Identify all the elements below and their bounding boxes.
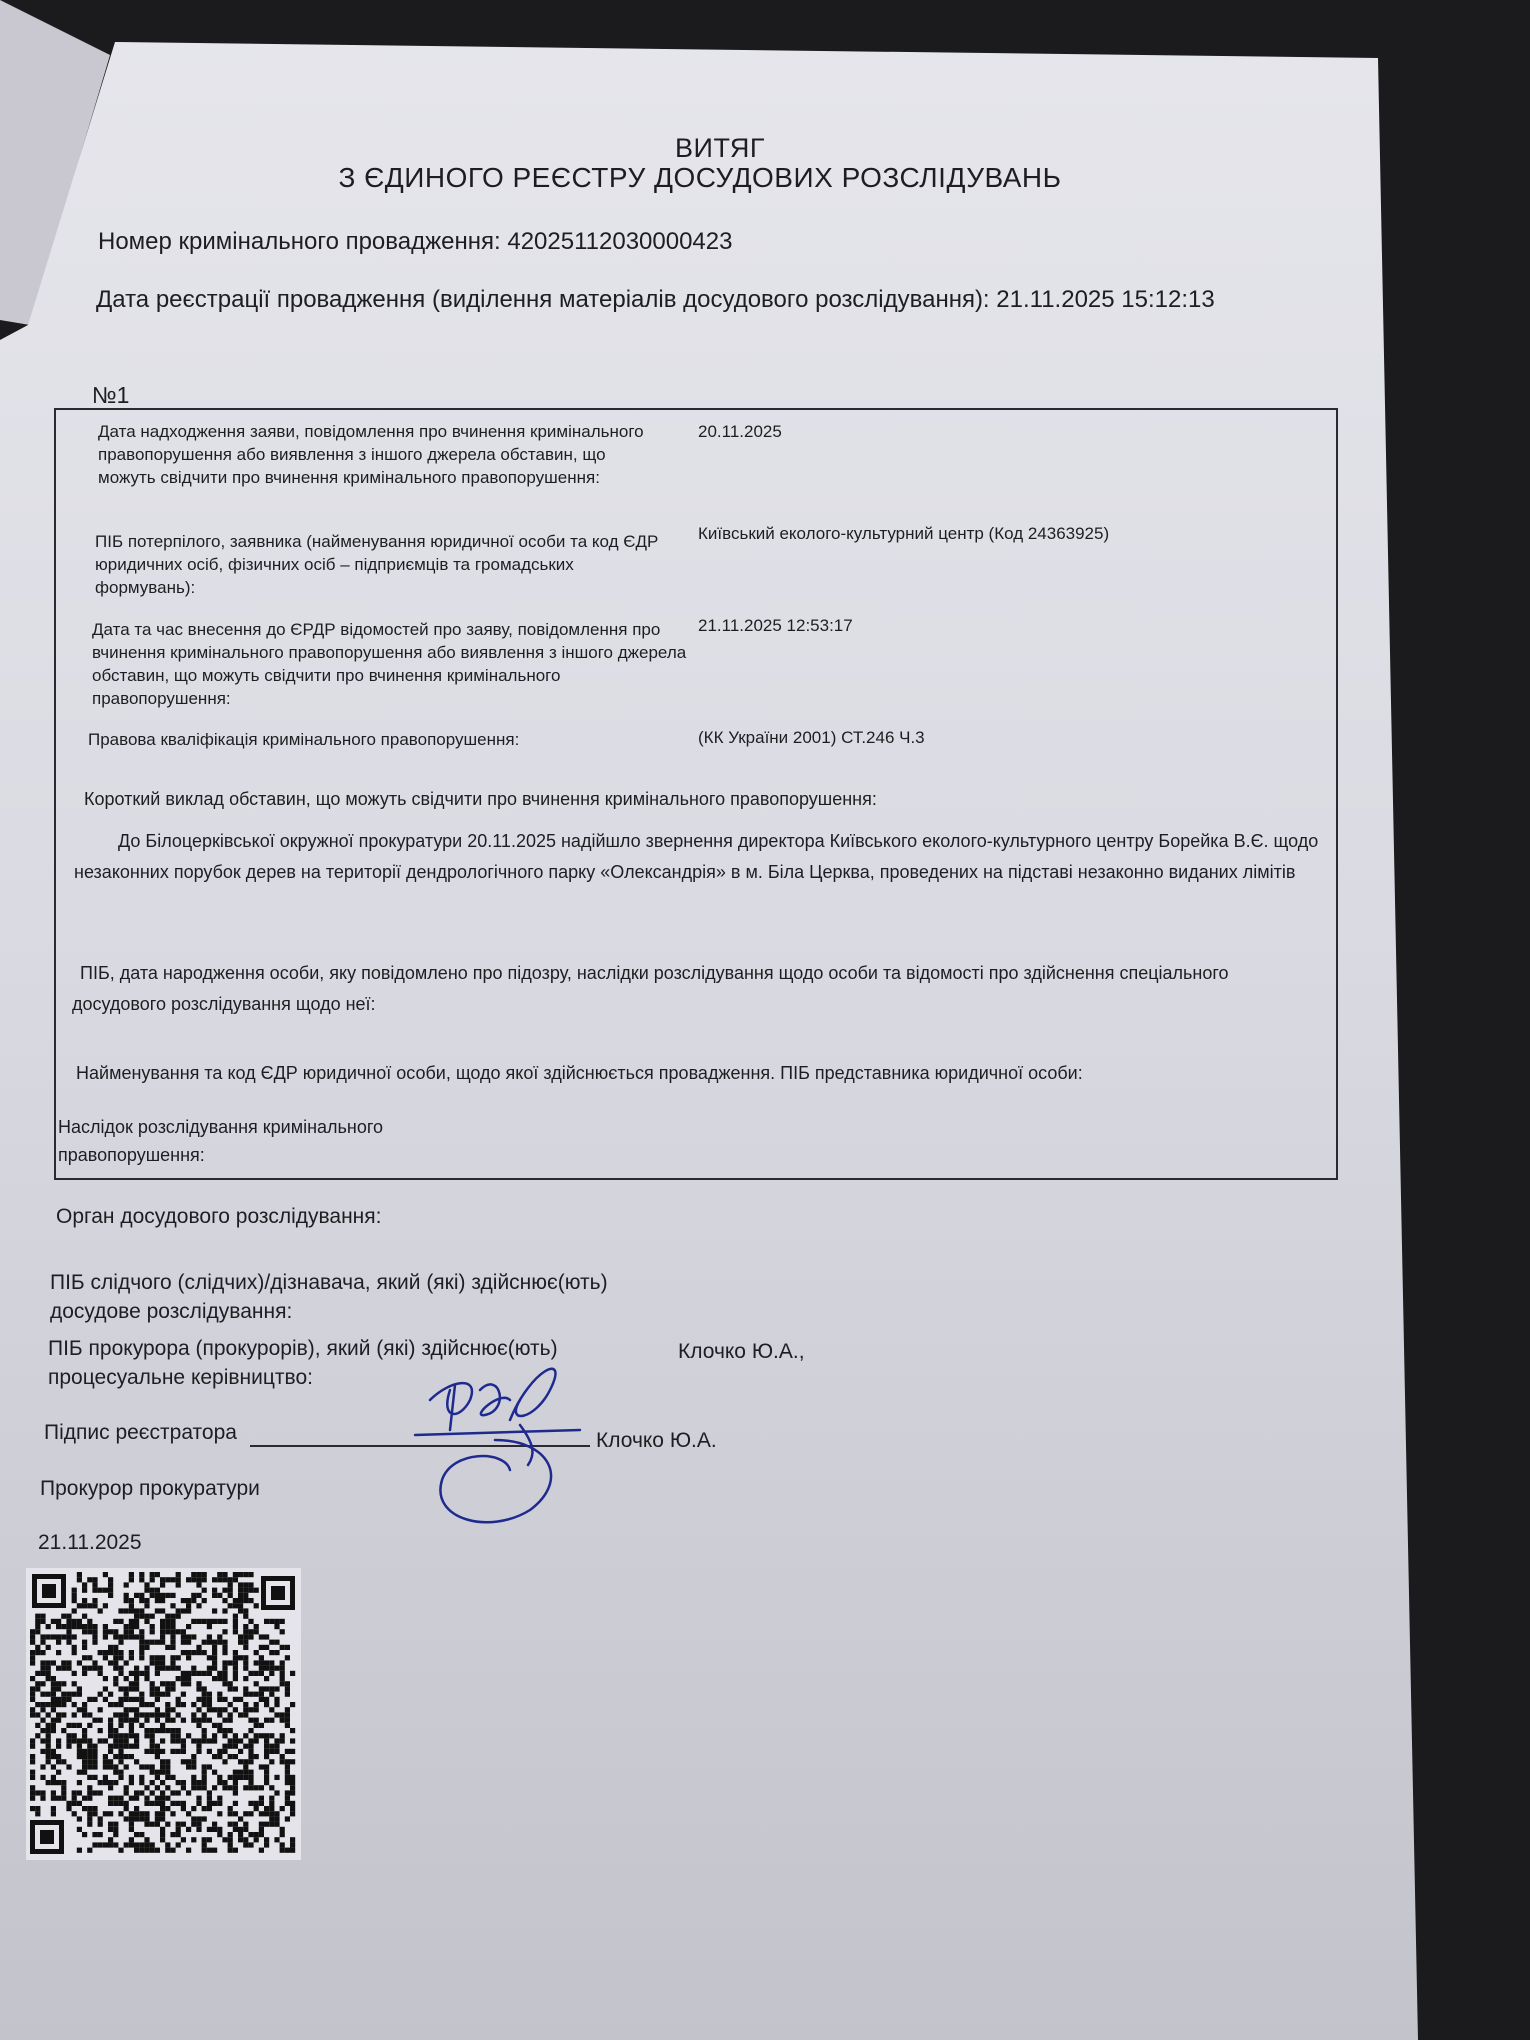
document-date: 21.11.2025 xyxy=(38,1531,142,1554)
document-title: ВИТЯГ xyxy=(675,133,765,163)
summary-heading: Короткий виклад обставин, що можуть свідчити про вчинення кримінального правопорушення: xyxy=(84,789,877,809)
row-value-application-date: 20.11.2025 xyxy=(698,422,782,441)
investigation-body-label: Орган досудового розслідування: xyxy=(56,1205,382,1228)
registrar-name: Клочко Ю.А. xyxy=(596,1429,717,1452)
row-value-entry-date: 21.11.2025 12:53:17 xyxy=(698,616,853,635)
row-label-entry-date: Дата та час внесення до ЄРДР відомостей про заяву, повідомлення про вчинення кримінального правопорушення або виявлення з іншого джерела обставин, що можуть свідчити про вчинення кримінального правопорушення: xyxy=(92,620,687,708)
row-value-qualification: (КК України 2001) СТ.246 Ч.3 xyxy=(698,728,925,747)
outcome-heading: Наслідок розслідування кримінального правопорушення: xyxy=(58,1117,384,1165)
legal-entity-heading: Найменування та код ЄДР юридичної особи, щодо якої здійснюється провадження. ПІБ представника юридичної особи: xyxy=(76,1063,1083,1083)
row-label-victim: ПІБ потерпілого, заявника (найменування юридичної особи та код ЄДР юридичних осіб, фізичних осіб – підприємців та громадських формувань): xyxy=(95,532,659,597)
suspect-heading: ПІБ, дата народження особи, яку повідомлено про підозру, наслідки розслідування щодо особи та відомості про здійснення спеціального досудового розслідування щодо неї: xyxy=(72,963,1229,1014)
qr-code-icon xyxy=(26,1568,301,1860)
handwritten-signature xyxy=(410,1330,590,1530)
row-label-qualification: Правова кваліфікація кримінального правопорушення: xyxy=(88,730,520,749)
record-number: №1 xyxy=(92,382,130,408)
prosecutor-value: Клочко Ю.А., xyxy=(678,1340,805,1363)
document-subtitle: З ЄДИНОГО РЕЄСТРУ ДОСУДОВИХ РОЗСЛІДУВАНЬ xyxy=(338,162,1062,193)
row-label-application-date: Дата надходження заяви, повідомлення про вчинення кримінального правопорушення або виявлення з іншого джерела обставин, що можуть свідчити про вчинення кримінального правопорушення: xyxy=(98,422,644,487)
summary-text: До Білоцерківської окружної прокуратури 20.11.2025 надійшло звернення директора Київського еколого-культурного центру Борейка В.Є. щодо незаконних порубок дерев на території дендрологічного парку «Олександрія» в м. Біла Церква, проведених на підставі незаконно виданих лімітів xyxy=(74,831,1319,882)
investigator-label: ПІБ слідчого (слідчих)/дізнавача, який (які) здійснює(ють) досудове розслідування: xyxy=(50,1271,608,1323)
row-value-victim: Київський еколого-культурний центр (Код 24363925) xyxy=(698,524,1110,543)
registration-date: Дата реєстрації провадження (виділення матеріалів досудового розслідування): 21.11.2025 15:12:13 xyxy=(96,286,1215,313)
proceeding-number: Номер кримінального провадження: 42025112030000423 xyxy=(98,228,733,255)
prosecutor-label: ПІБ прокурора (прокурорів), який (які) здійснює(ють) процесуальне керівництво: xyxy=(48,1337,558,1389)
registrar-signature-label: Підпис реєстратора xyxy=(44,1421,237,1444)
prosecutor-title: Прокурор прокуратури xyxy=(40,1477,260,1500)
